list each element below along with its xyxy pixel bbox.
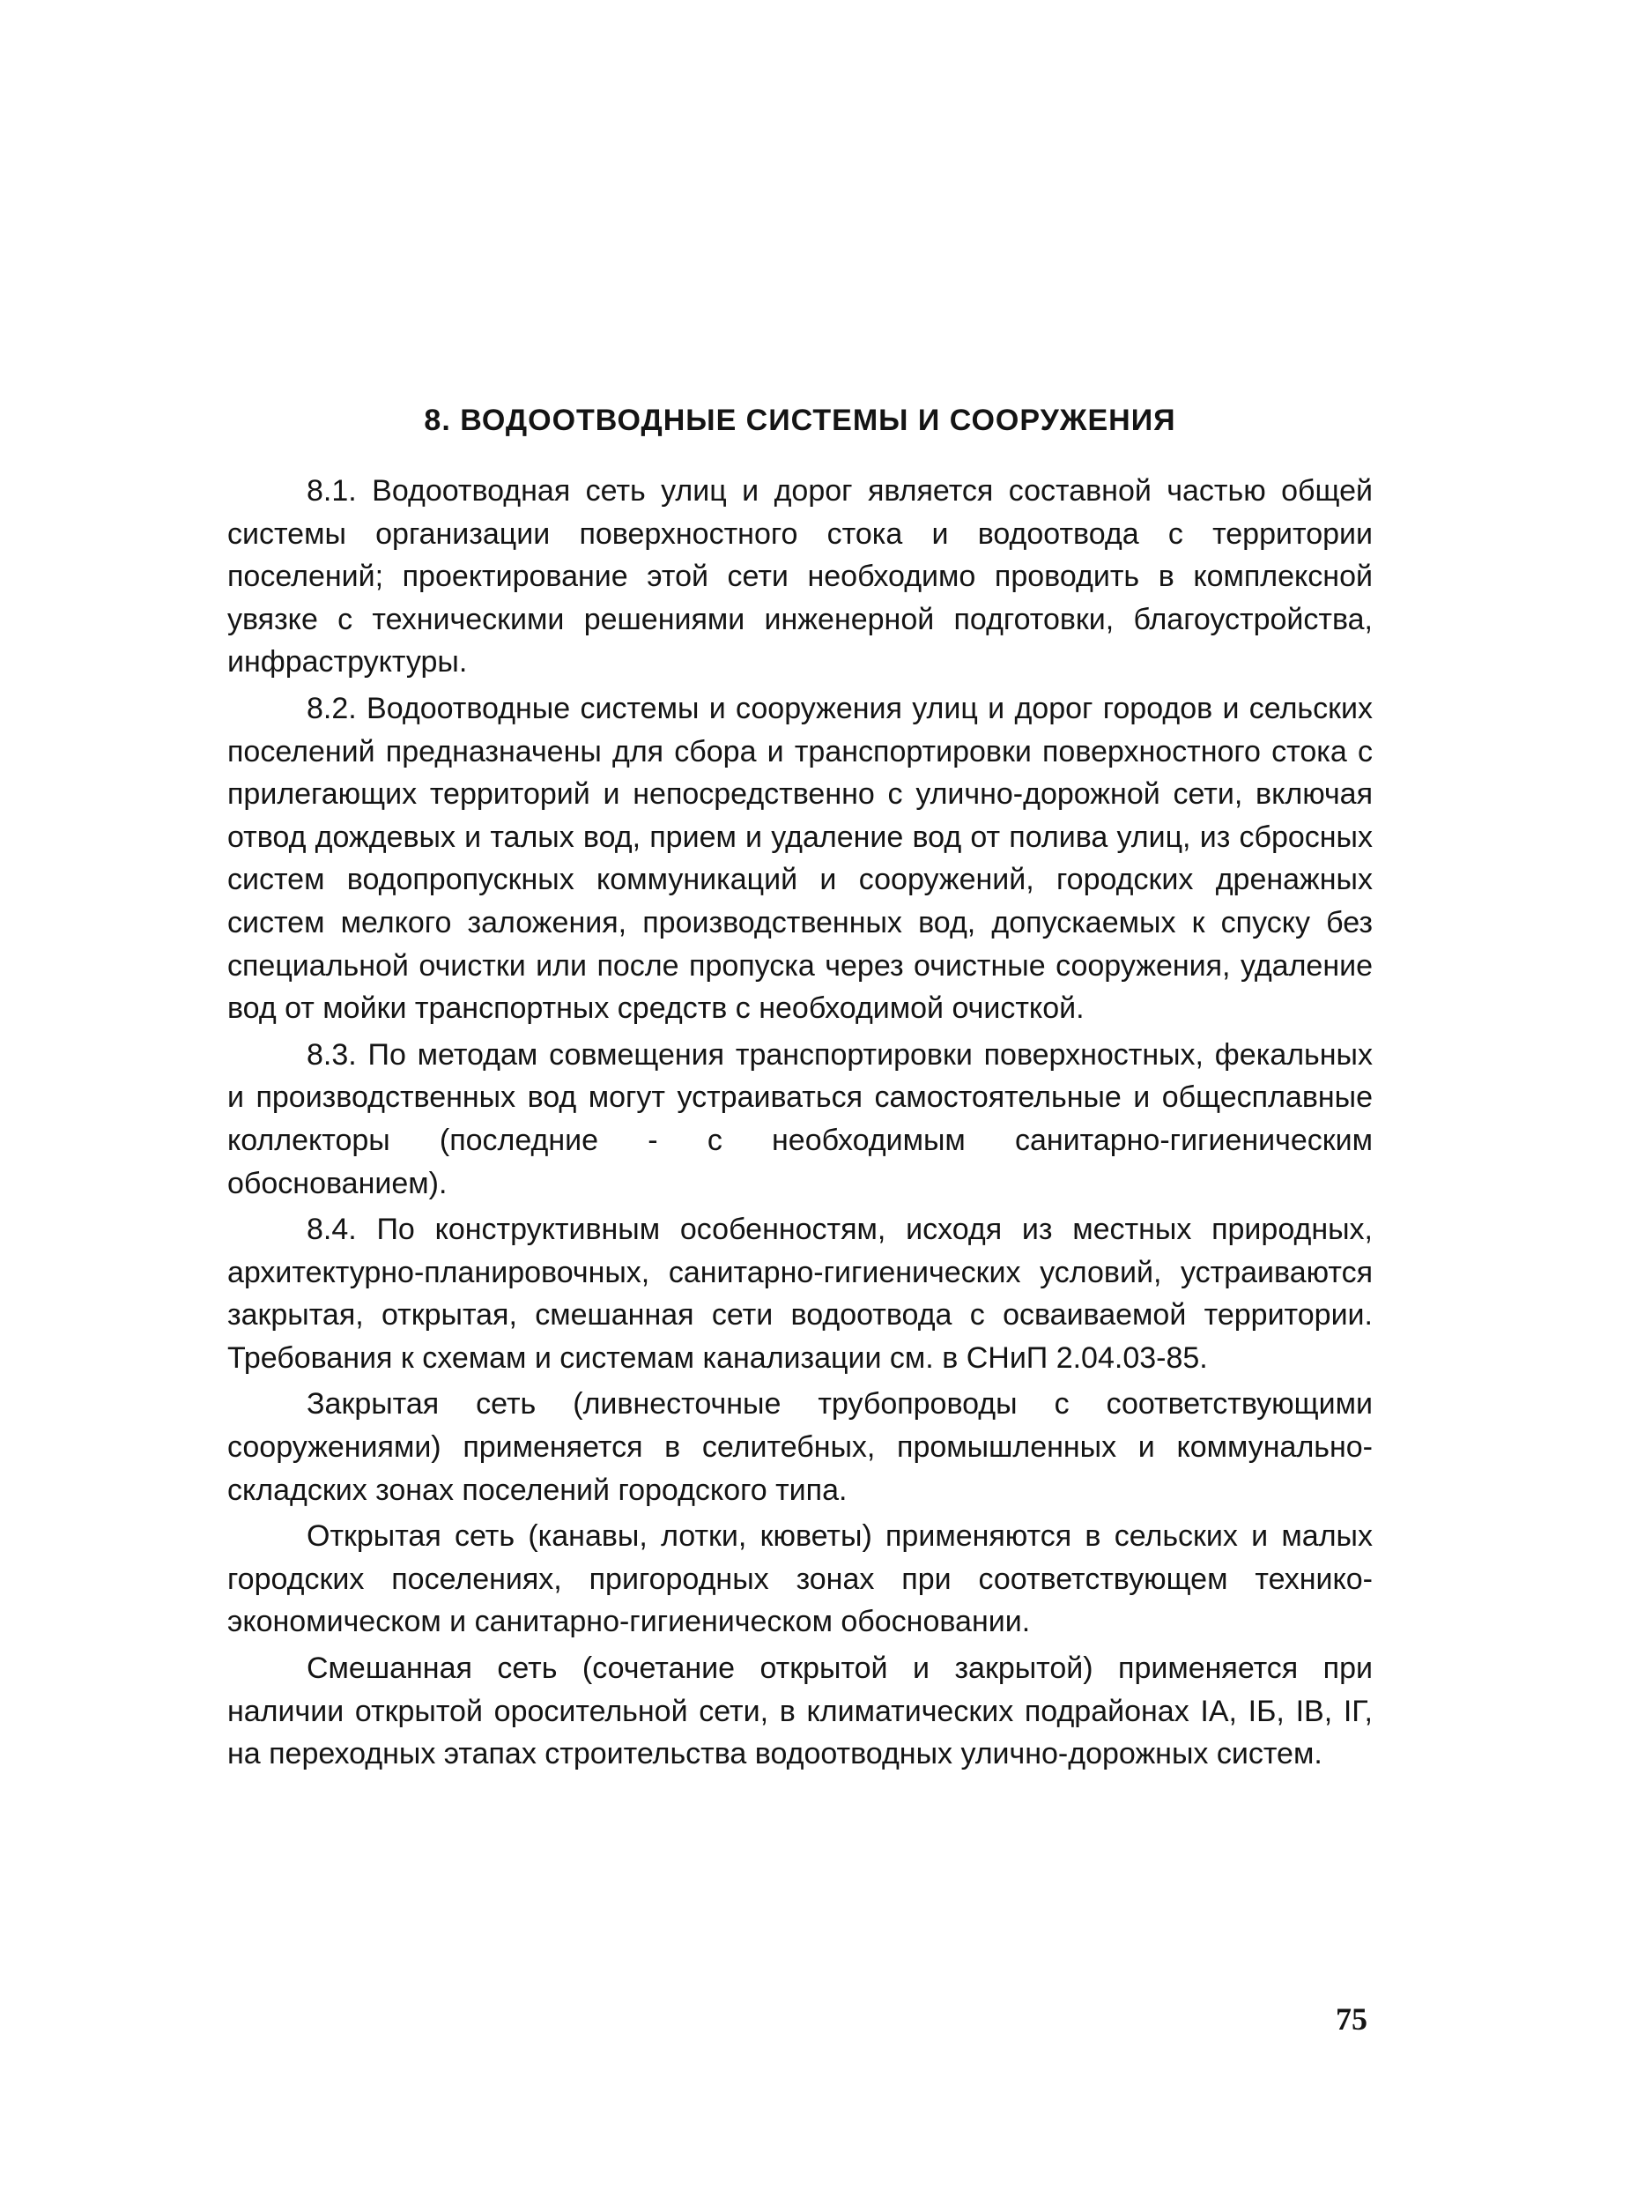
paragraph-8-3: 8.3. По методам совмещения транспортировки поверхностных, фекальных и производственных вод могут устраиваться самостоятельные и общесплавные коллекторы (последние - с необходимым санитарно-гигиеническим обоснованием). — [227, 1037, 1373, 1200]
section-heading: 8. ВОДООТВОДНЫЕ СИСТЕМЫ И СООРУЖЕНИЯ — [424, 404, 1176, 437]
paragraph-8-4: 8.4. По конструктивным особенностям, исходя из местных природных, архитектурно-планировочных, санитарно-гигиенических условий, устраиваются закрытая, открытая, смешанная сети водоотвода с осваиваемой территории. Требования к схемам и системам канализации см. в СНиП 2.04.03-85. — [227, 1213, 1373, 1375]
paragraph-closed-network: Закрытая сеть (ливнесточные трубопроводы с соответствующими сооружениями) применяется в селитебных, промышленных и коммунально-складских зонах поселений городского типа. — [227, 1387, 1373, 1507]
section-body — [227, 470, 1373, 1776]
paragraph-open-network: Открытая сеть (канавы, лотки, кюветы) применяются в сельских и малых городских поселениях, пригородных зонах при соответствующем технико-экономическом и санитарно-гигиеническом обосновании. — [227, 1519, 1373, 1639]
paragraph-mixed-network: Смешанная сеть (сочетание открытой и закрытой) применяется при наличии открытой оросительной сети, в климатических подрайонах IА, IБ, IВ, IГ, на переходных этапах строительства водоотводных улично-дорожных систем. — [227, 1652, 1373, 1771]
page-number: 75 — [1336, 2001, 1367, 2037]
paragraph-8-1: 8.1. Водоотводная сеть улиц и дорог является составной частью общей системы организации поверхностного стока и водоотвода с территории поселений; проектирование этой сети необходимо проводить в комплексной увязке с техническими решениями инженерной подготовки, благоустройства, инфраструктуры. — [227, 474, 1373, 679]
paragraph-8-2: 8.2. Водоотводные системы и сооружения улиц и дорог городов и сельских поселений предназначены для сбора и транспортировки поверхностного стока с прилегающих территорий и непосредственно с улично-дорожной сети, включая отвод дождевых и талых вод, прием и удаление вод от полива улиц, из сбросных систем водопропускных коммуникаций и сооружений, городских дренажных систем мелкого заложения, производственных вод, допускаемых к спуску без специальной очистки или после пропуска через очистные сооружения, удаление вод от мойки транспортных средств с необходимой очисткой. — [227, 691, 1373, 1026]
